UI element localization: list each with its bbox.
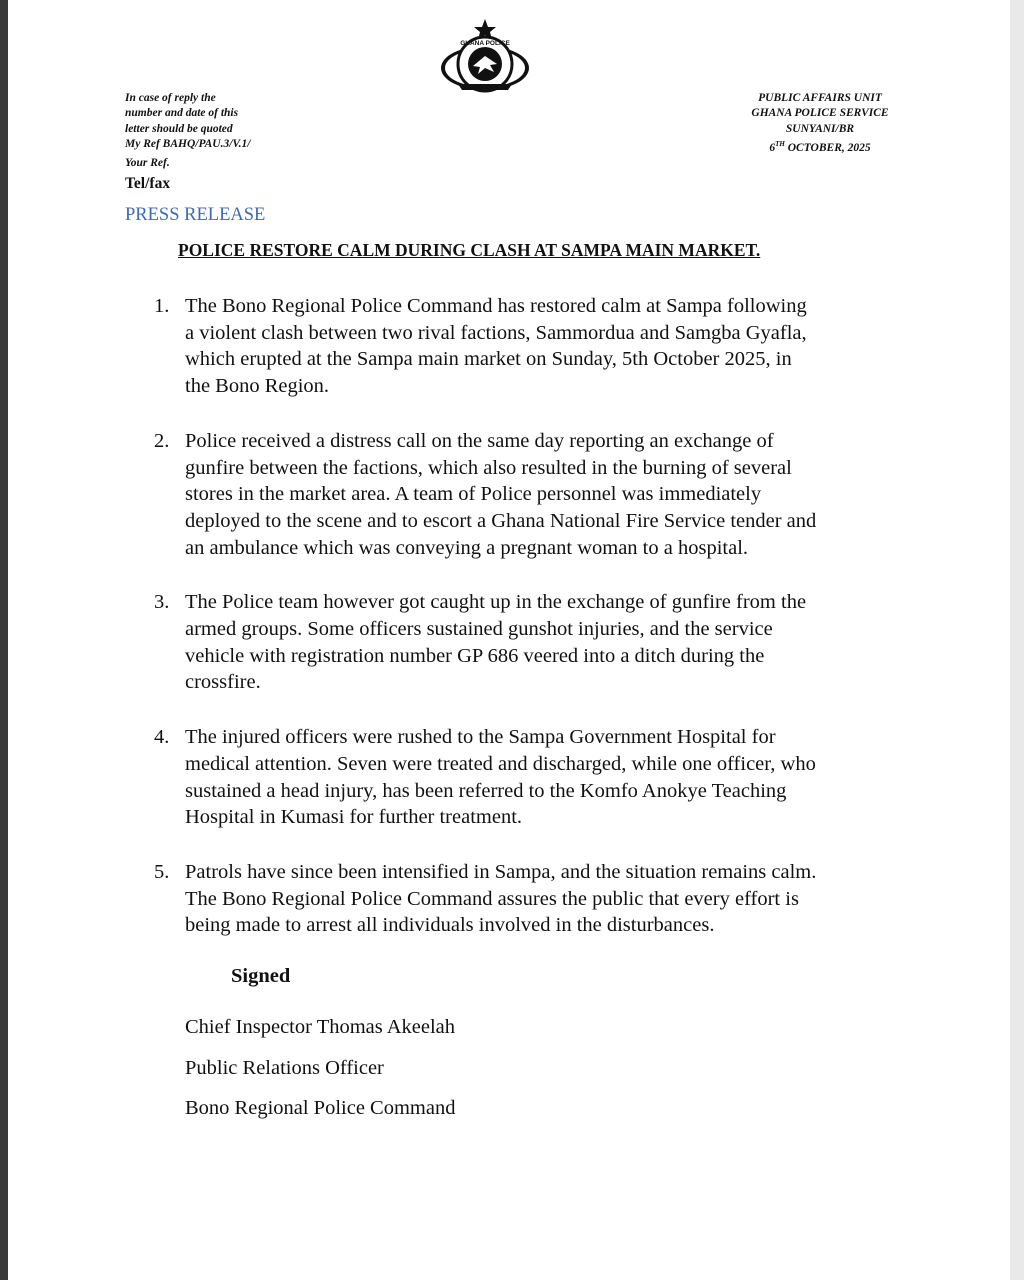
paragraph-number: 5. — [154, 860, 170, 883]
list-item — [154, 589, 924, 696]
list-item — [154, 428, 924, 562]
reply-reference-note — [125, 91, 250, 152]
paragraph-line: vehicle with registration number GP 686 veered into a ditch during the — [185, 644, 765, 667]
paragraph-line: Hospital in Kumasi for further treatment. — [185, 806, 523, 829]
date-rest: OCTOBER, 2025 — [784, 141, 871, 154]
paragraph-line: The Bono Regional Police Command assures the public that every effort is — [185, 887, 799, 910]
paragraph-number: 1. — [154, 295, 170, 317]
reply-note-line: letter should be quoted — [125, 122, 233, 135]
date-suffix: TH — [775, 139, 785, 148]
paragraph-line: a violent clash between two rival factions, Sammordua and Samgba Gyafla, — [185, 321, 807, 344]
my-ref-line: My Ref BAHQ/PAU.3/V.1/ — [125, 137, 251, 150]
date-day: 6 — [769, 141, 776, 154]
your-ref-label: Your Ref. — [125, 157, 170, 169]
signatory-name: Chief Inspector Thomas Akeelah — [185, 1016, 456, 1038]
paragraph-line: deployed to the scene and to escort a Ghana National Fire Service tender and — [185, 509, 817, 532]
paragraph-list — [154, 293, 924, 967]
reply-note-line: number and date of this — [125, 107, 239, 120]
list-item — [154, 724, 924, 831]
reply-note-line: In case of reply the — [125, 92, 216, 104]
paragraph-line: medical attention. Seven were treated and discharged, while one officer, who — [185, 752, 816, 775]
paragraph-line: armed groups. Some officers sustained gunshot injuries, and the service — [185, 618, 773, 641]
paragraph-line: The Police team however got caught up in the exchange of gunfire from the — [185, 591, 807, 614]
paragraph-number: 3. — [154, 591, 170, 614]
document-page — [8, 0, 1010, 1280]
paragraph-number: 4. — [154, 726, 170, 749]
signatory-title: Public Relations Officer — [185, 1057, 384, 1079]
ghana-police-crest-icon — [438, 18, 532, 100]
paragraph-line: stores in the market area. A team of Police personnel was immediately — [185, 483, 762, 506]
list-item — [154, 859, 924, 939]
paragraph-line: sustained a head injury, has been referred to the Komfo Anokye Teaching — [185, 779, 787, 802]
paragraph-line: Police received a distress call on the same day reporting an exchange of — [185, 429, 774, 452]
page-edge — [1010, 0, 1024, 1280]
address-service: GHANA POLICE SERVICE — [751, 107, 889, 120]
sender-address — [720, 91, 920, 156]
paragraph-number: 2. — [154, 429, 170, 452]
paragraph-line: gunfire between the factions, which also resulted in the burning of several — [185, 456, 792, 479]
letter-date — [720, 137, 920, 156]
paragraph-line: being made to arrest all individuals involved in the disturbances. — [185, 914, 715, 937]
crest-lettering: GHANA POLICE — [460, 40, 510, 47]
press-release-label: PRESS RELEASE — [125, 205, 266, 225]
address-unit: PUBLIC AFFAIRS UNIT — [758, 92, 882, 104]
paragraph-line: crossfire. — [185, 671, 261, 694]
paragraph-line: an ambulance which was conveying a pregnant woman to a hospital. — [185, 536, 749, 559]
tel-fax-label: Tel/fax — [125, 175, 171, 192]
paragraph-line: The Bono Regional Police Command has restored calm at Sampa following — [185, 295, 807, 317]
signatory-unit: Bono Regional Police Command — [185, 1097, 456, 1119]
address-location: SUNYANI/BR — [785, 122, 855, 135]
paragraph-line: Patrols have since been intensified in Sampa, and the situation remains calm. — [185, 860, 817, 883]
paragraph-line: which erupted at the Sampa main market on Sunday, 5th October 2025, in — [185, 348, 792, 371]
list-item — [154, 293, 924, 400]
headline: POLICE RESTORE CALM DURING CLASH AT SAMPA MAIN MARKET. — [178, 240, 761, 260]
paragraph-line: The injured officers were rushed to the Sampa Government Hospital for — [185, 726, 776, 749]
signed-label: Signed — [231, 965, 291, 987]
paragraph-line: the Bono Region. — [185, 375, 330, 398]
